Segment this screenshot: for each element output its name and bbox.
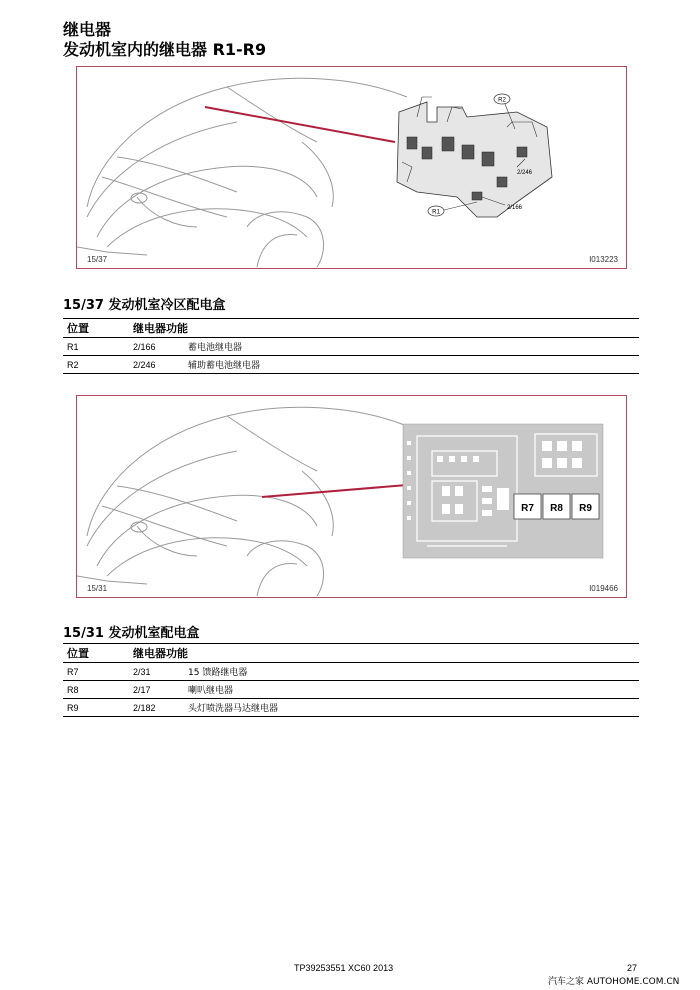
cell-function: 15 馈路继电器	[184, 663, 639, 681]
cell-position: R7	[63, 663, 129, 681]
figure-ref-left: 15/31	[87, 584, 108, 593]
cell-function: 蓄电池继电器	[184, 338, 639, 356]
cell-code: 2/17	[129, 681, 184, 699]
title-line-2: 发动机室内的继电器 R1-R9	[63, 40, 267, 59]
table-row	[63, 356, 639, 374]
car-illustration-1	[77, 67, 626, 268]
cell-code: 2/182	[129, 699, 184, 717]
callout-r2: R2	[498, 97, 506, 104]
cell-position: R9	[63, 699, 129, 717]
table-row	[63, 699, 639, 717]
cell-function: 头灯喷洗器马达继电器	[184, 699, 639, 717]
relay-table-cold-zone	[63, 318, 639, 374]
cell-code: 2/31	[129, 663, 184, 681]
table-row	[63, 338, 639, 356]
title-line-1: 继电器	[63, 20, 112, 39]
table-header-row	[63, 644, 639, 663]
page-number: 27	[627, 963, 638, 973]
figure-ref-left: 15/37	[87, 255, 108, 264]
cell-code: 2/166	[129, 338, 184, 356]
relay-label-r8: R8	[550, 503, 563, 514]
callout-2-246: 2/246	[517, 170, 533, 176]
relay-label-r9: R9	[579, 503, 592, 514]
table-header-row	[63, 319, 639, 338]
column-header-position: 位置	[63, 644, 129, 663]
section-title-cold-zone: 15/37 发动机室冷区配电盒	[63, 298, 226, 313]
cell-position: R2	[63, 356, 129, 374]
table-row	[63, 681, 639, 699]
cell-code: 2/246	[129, 356, 184, 374]
cell-position: R8	[63, 681, 129, 699]
column-header-function: 继电器功能	[129, 319, 639, 338]
cell-function: 喇叭继电器	[184, 681, 639, 699]
figure-ref-right: I013223	[589, 255, 618, 264]
section-title-engine-box: 15/31 发动机室配电盒	[63, 626, 200, 641]
watermark: 汽车之家 AUTOHOME.COM.CN	[548, 977, 680, 987]
car-illustration-2	[77, 396, 626, 597]
footer-doc-ref: TP39253551 XC60 2013	[294, 963, 394, 973]
figure-engine-relay-box-2	[76, 395, 627, 598]
column-header-function: 继电器功能	[129, 644, 639, 663]
table-row	[63, 663, 639, 681]
figure-engine-relay-box-1	[76, 66, 627, 269]
callout-r1: R1	[432, 209, 440, 216]
figure-ref-right: I019466	[589, 584, 618, 593]
page-title	[63, 20, 266, 60]
relay-table-engine-box	[63, 643, 639, 717]
callout-2-166: 2/166	[507, 205, 523, 211]
cell-function: 辅助蓄电池继电器	[184, 356, 639, 374]
cell-position: R1	[63, 338, 129, 356]
relay-label-r7: R7	[521, 503, 534, 514]
column-header-position: 位置	[63, 319, 129, 338]
